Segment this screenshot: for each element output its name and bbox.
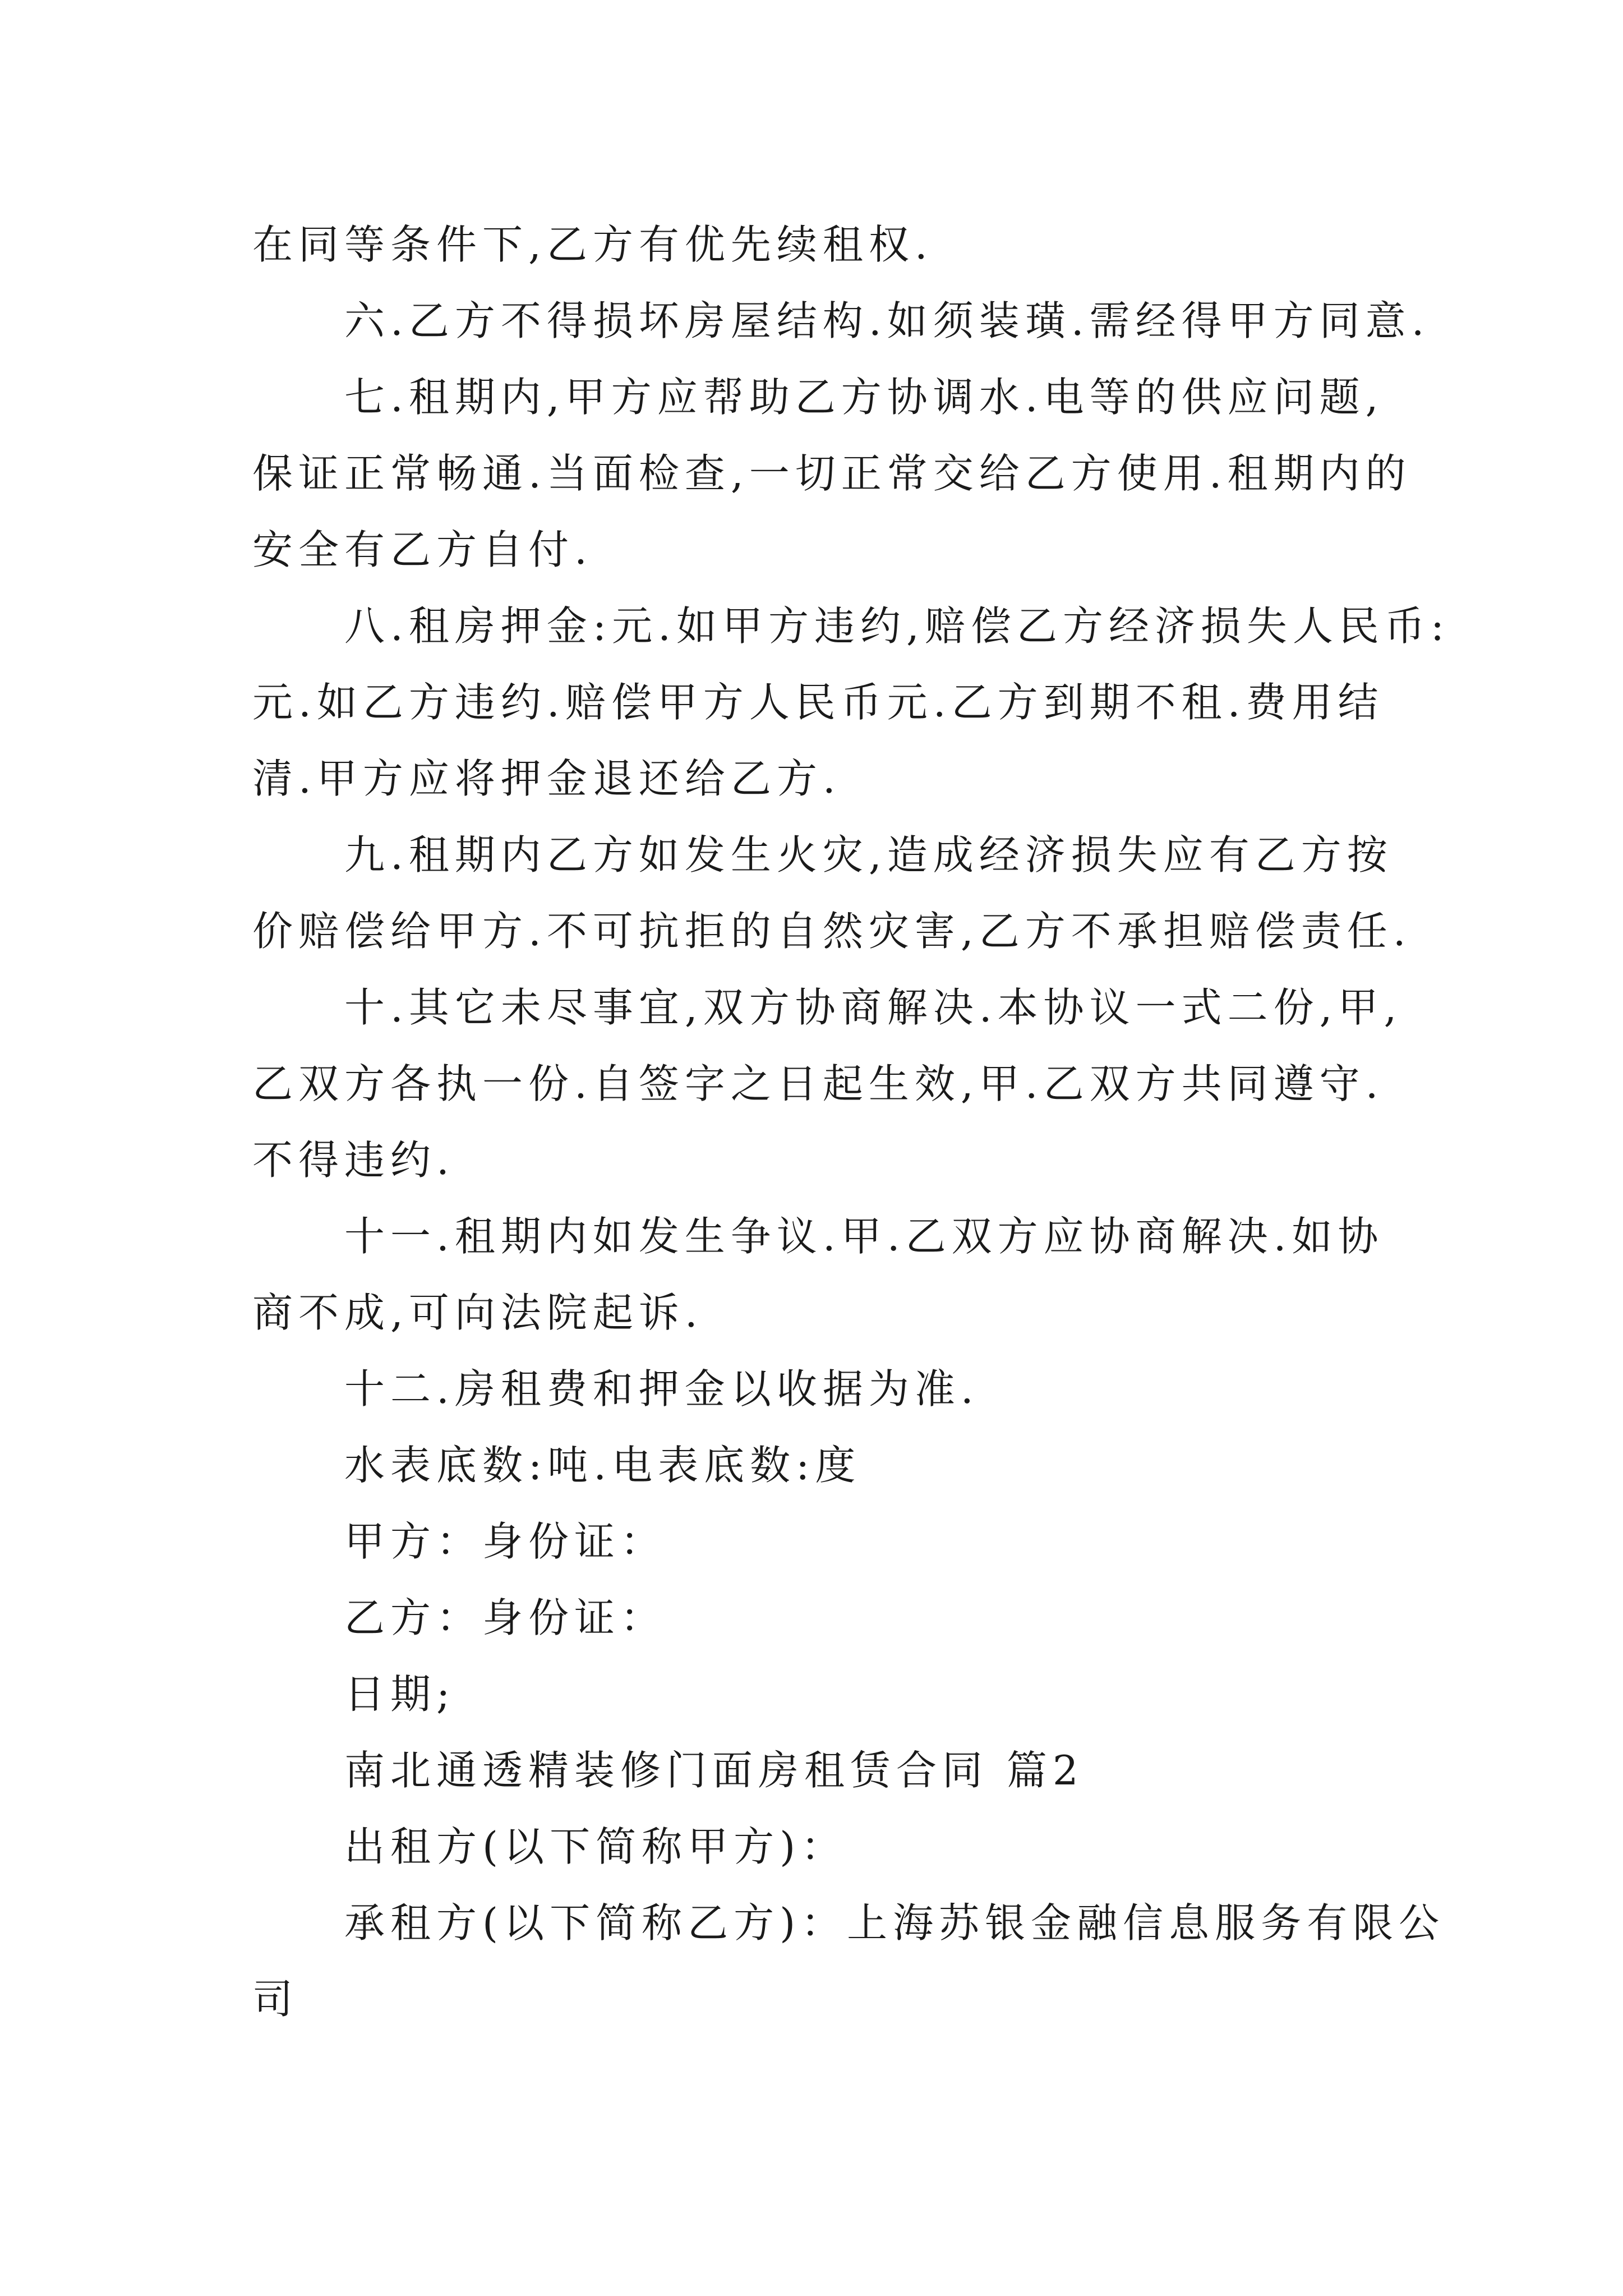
text-line: 在同等条件下,乙方有优先续租权. (252, 221, 933, 268)
document-body (252, 206, 1450, 2037)
text-line: 水表底数:吨.电表底数:度 (344, 1442, 861, 1489)
text-line: 十二.房租费和押金以收据为准. (344, 1365, 979, 1412)
text-line: 六.乙方不得损坏房屋结构.如须装璜.需经得甲方同意. (344, 297, 1430, 344)
text-line: 清.甲方应将押金退还给乙方. (252, 755, 841, 802)
text-line: 商不成,可向法院起诉. (252, 1289, 703, 1336)
text-line: 司 (252, 1976, 299, 2023)
text-line: 十.其它未尽事宜,双方协商解决.本协议一式二份,甲, (344, 984, 1403, 1031)
text-line: 价赔偿给甲方.不可抗拒的自然灾害,乙方不承担赔偿责任. (252, 908, 1412, 955)
text-line: 出租方(以下简称甲方)： (344, 1823, 847, 1870)
text-line: 不得违约. (252, 1137, 455, 1184)
text-line: 七.租期内,甲方应帮助乙方协调水.电等的供应问题, (344, 374, 1384, 421)
text-line: 日期; (344, 1671, 456, 1718)
text-line: 十一.租期内如发生争议.甲.乙双方应协商解决.如协 (344, 1213, 1384, 1260)
text-line: 八.租房押金:元.如甲方违约,赔偿乙方经济损失人民币: (344, 602, 1450, 650)
section-heading: 南北通透精装修门面房租赁合同 篇2 (344, 1747, 1084, 1794)
text-line: 承租方(以下简称乙方)：上海苏银金融信息服务有限公 (344, 1899, 1445, 1947)
text-line: 甲方：身份证： (344, 1518, 667, 1565)
text-line: 九.租期内乙方如发生火灾,造成经济损失应有乙方按 (344, 831, 1393, 878)
text-line: 保证正常畅通.当面检查,一切正常交给乙方使用.租期内的 (252, 450, 1412, 497)
text-line: 乙双方各执一份.自签字之日起生效,甲.乙双方共同遵守. (252, 1060, 1384, 1107)
text-line: 元.如乙方违约.赔偿甲方人民币元.乙方到期不租.费用结 (252, 679, 1384, 726)
text-line: 乙方：身份证： (344, 1594, 667, 1641)
text-line: 安全有乙方自付. (252, 526, 593, 573)
